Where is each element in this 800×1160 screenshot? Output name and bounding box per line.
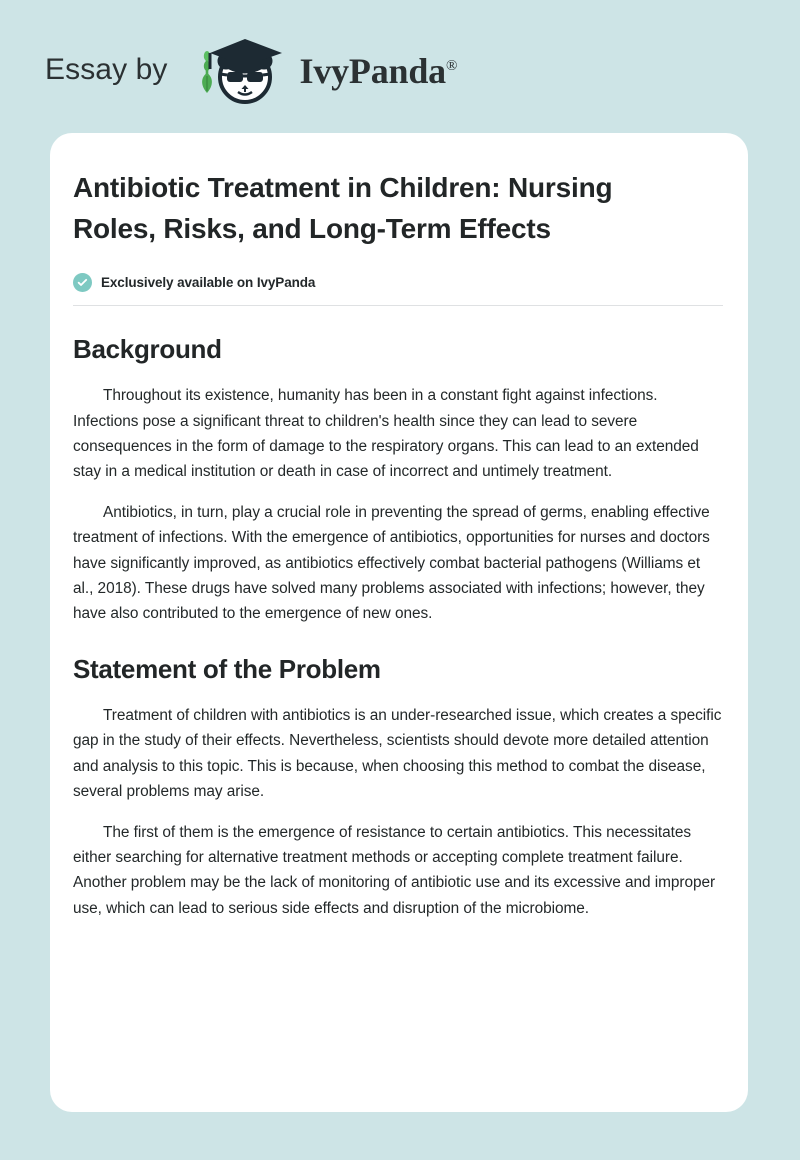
wordmark-text: IvyPanda [299, 51, 446, 91]
check-circle-icon [73, 273, 92, 292]
section-heading-statement-of-the-problem: Statement of the Problem [73, 654, 381, 685]
page-title: Antibiotic Treatment in Children: Nursing Roles, Risks, and Long-Term Effects [73, 172, 613, 245]
ivypanda-wordmark [300, 53, 458, 89]
ivypanda-logo[interactable] [190, 35, 458, 105]
availability-label: Exclusively available on IvyPanda [101, 275, 316, 291]
card-content [50, 133, 748, 921]
registered-trademark-symbol: ® [445, 58, 458, 74]
section-heading-background: Background [73, 334, 222, 365]
paragraph: Throughout its existence, humanity has been in a constant fight against infections. Infections pose a significant threat to children's health since they can lead to severe consequences in the form of damage to the respiratory organs. This can lead to an extended stay in a medical institution or death in case of incorrect and untimely treatment. [73, 387, 699, 480]
essay-by-label: Essay by [45, 53, 168, 86]
header-divider [73, 305, 723, 306]
paragraph: Antibiotics, in turn, play a crucial role in preventing the spread of germs, enabling effective treatment of infections. With the emergence of antibiotics, opportunities for nurses and doctors have significantly improved, as antibiotics effectively combat bacterial pathogens (Williams et al., 2018). These drugs have solved many problems associated with infections; however, they have also contributed to the emergence of new ones. [73, 504, 710, 622]
essay-card [50, 133, 748, 1112]
paragraph: Treatment of children with antibiotics is an under-researched issue, which creates a specific gap in the study of their effects. Nevertheless, scientists should devote more detailed attention and analysis to this topic. This is because, when choosing this method to combat the disease, several problems may arise. [73, 707, 722, 800]
paragraph: The first of them is the emergence of resistance to certain antibiotics. This necessitates either searching for alternative treatment methods or accepting complete treatment failure. Another problem may be the lack of monitoring of antibiotic use and its excessive and improper use, which can lead to serious side effects and disruption of the microbiome. [73, 823, 716, 917]
availability-badge [73, 273, 723, 292]
brand-header [45, 34, 457, 106]
panda-graduate-icon [190, 35, 294, 105]
